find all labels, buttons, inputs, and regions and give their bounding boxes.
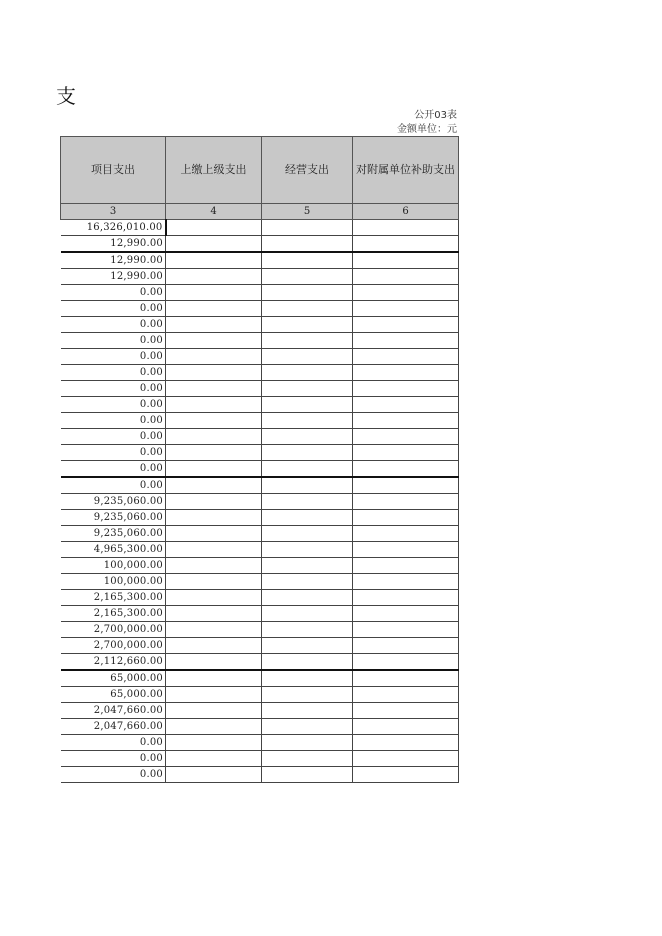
remit-to-superior-cell xyxy=(166,622,262,638)
operating-expenditure-cell xyxy=(262,269,353,285)
subsidy-to-affiliates-cell xyxy=(353,333,459,349)
remit-to-superior-cell xyxy=(166,220,262,236)
remit-to-superior-cell xyxy=(166,558,262,574)
subsidy-to-affiliates-cell xyxy=(353,252,459,269)
operating-expenditure-cell xyxy=(262,397,353,413)
subsidy-to-affiliates-cell xyxy=(353,735,459,751)
table-row xyxy=(61,349,459,365)
remit-to-superior-cell xyxy=(166,477,262,494)
project-expenditure-amount: 2,700,000.00 xyxy=(61,622,166,638)
operating-expenditure-cell xyxy=(262,558,353,574)
remit-to-superior-cell xyxy=(166,590,262,606)
remit-to-superior-cell xyxy=(166,767,262,783)
operating-expenditure-cell xyxy=(262,638,353,654)
table-row xyxy=(61,670,459,687)
project-expenditure-amount: 0.00 xyxy=(61,285,166,301)
project-expenditure-amount: 0.00 xyxy=(61,445,166,461)
subsidy-to-affiliates-cell xyxy=(353,220,459,236)
header-operating-expenditure: 经营支出 xyxy=(262,137,353,204)
subsidy-to-affiliates-cell xyxy=(353,526,459,542)
project-expenditure-amount: 100,000.00 xyxy=(61,558,166,574)
remit-to-superior-cell xyxy=(166,317,262,333)
operating-expenditure-cell xyxy=(262,687,353,703)
table-row xyxy=(61,429,459,445)
subsidy-to-affiliates-cell xyxy=(353,301,459,317)
remit-to-superior-cell xyxy=(166,510,262,526)
header-row xyxy=(61,137,459,204)
operating-expenditure-cell xyxy=(262,301,353,317)
table-row xyxy=(61,510,459,526)
table-row xyxy=(61,397,459,413)
column-number: 3 xyxy=(61,204,166,220)
operating-expenditure-cell xyxy=(262,654,353,671)
remit-to-superior-cell xyxy=(166,719,262,735)
subsidy-to-affiliates-cell xyxy=(353,461,459,478)
table-row xyxy=(61,333,459,349)
remit-to-superior-cell xyxy=(166,365,262,381)
project-expenditure-amount: 12,990.00 xyxy=(61,252,166,269)
project-expenditure-amount: 0.00 xyxy=(61,767,166,783)
expenditure-table xyxy=(60,136,459,783)
remit-to-superior-cell xyxy=(166,606,262,622)
operating-expenditure-cell xyxy=(262,590,353,606)
operating-expenditure-cell xyxy=(262,429,353,445)
column-number: 6 xyxy=(353,204,459,220)
operating-expenditure-cell xyxy=(262,703,353,719)
table-row xyxy=(61,236,459,253)
column-number: 4 xyxy=(166,204,262,220)
subsidy-to-affiliates-cell xyxy=(353,558,459,574)
table-row xyxy=(61,719,459,735)
operating-expenditure-cell xyxy=(262,606,353,622)
subsidy-to-affiliates-cell xyxy=(353,622,459,638)
subsidy-to-affiliates-cell xyxy=(353,510,459,526)
project-expenditure-amount: 2,165,300.00 xyxy=(61,590,166,606)
operating-expenditure-cell xyxy=(262,477,353,494)
operating-expenditure-cell xyxy=(262,670,353,687)
subsidy-to-affiliates-cell xyxy=(353,445,459,461)
project-expenditure-amount: 0.00 xyxy=(61,349,166,365)
operating-expenditure-cell xyxy=(262,510,353,526)
form-code: 公开03表 xyxy=(414,110,457,121)
operating-expenditure-cell xyxy=(262,317,353,333)
remit-to-superior-cell xyxy=(166,413,262,429)
table-row xyxy=(61,767,459,783)
remit-to-superior-cell xyxy=(166,574,262,590)
project-expenditure-amount: 0.00 xyxy=(61,429,166,445)
remit-to-superior-cell xyxy=(166,494,262,510)
report-title-fragment: 支 xyxy=(56,84,76,108)
table-row xyxy=(61,542,459,558)
operating-expenditure-cell xyxy=(262,526,353,542)
project-expenditure-amount: 12,990.00 xyxy=(61,236,166,253)
project-expenditure-amount: 0.00 xyxy=(61,381,166,397)
subsidy-to-affiliates-cell xyxy=(353,494,459,510)
remit-to-superior-cell xyxy=(166,397,262,413)
subsidy-to-affiliates-cell xyxy=(353,767,459,783)
remit-to-superior-cell xyxy=(166,735,262,751)
remit-to-superior-cell xyxy=(166,429,262,445)
subsidy-to-affiliates-cell xyxy=(353,349,459,365)
project-expenditure-amount: 0.00 xyxy=(61,317,166,333)
project-expenditure-amount: 2,047,660.00 xyxy=(61,703,166,719)
subsidy-to-affiliates-cell xyxy=(353,542,459,558)
operating-expenditure-cell xyxy=(262,461,353,478)
operating-expenditure-cell xyxy=(262,285,353,301)
table-row xyxy=(61,381,459,397)
subsidy-to-affiliates-cell xyxy=(353,381,459,397)
table-row xyxy=(61,590,459,606)
subsidy-to-affiliates-cell xyxy=(353,236,459,253)
project-expenditure-amount: 4,965,300.00 xyxy=(61,542,166,558)
operating-expenditure-cell xyxy=(262,622,353,638)
subsidy-to-affiliates-cell xyxy=(353,317,459,333)
project-expenditure-amount: 12,990.00 xyxy=(61,269,166,285)
operating-expenditure-cell xyxy=(262,220,353,236)
operating-expenditure-cell xyxy=(262,767,353,783)
operating-expenditure-cell xyxy=(262,349,353,365)
subsidy-to-affiliates-cell xyxy=(353,477,459,494)
project-expenditure-amount: 9,235,060.00 xyxy=(61,510,166,526)
project-expenditure-amount: 0.00 xyxy=(61,735,166,751)
subsidy-to-affiliates-cell xyxy=(353,719,459,735)
subsidy-to-affiliates-cell xyxy=(353,654,459,671)
operating-expenditure-cell xyxy=(262,719,353,735)
table-row xyxy=(61,220,459,236)
project-expenditure-amount: 2,047,660.00 xyxy=(61,719,166,735)
subsidy-to-affiliates-cell xyxy=(353,269,459,285)
table-row xyxy=(61,252,459,269)
table-row xyxy=(61,365,459,381)
remit-to-superior-cell xyxy=(166,687,262,703)
project-expenditure-amount: 0.00 xyxy=(61,333,166,349)
table-body xyxy=(61,220,459,783)
subsidy-to-affiliates-cell xyxy=(353,574,459,590)
subsidy-to-affiliates-cell xyxy=(353,429,459,445)
subsidy-to-affiliates-cell xyxy=(353,751,459,767)
operating-expenditure-cell xyxy=(262,735,353,751)
table-row xyxy=(61,574,459,590)
table-row xyxy=(61,735,459,751)
remit-to-superior-cell xyxy=(166,333,262,349)
table-row xyxy=(61,494,459,510)
operating-expenditure-cell xyxy=(262,252,353,269)
table-row xyxy=(61,461,459,478)
operating-expenditure-cell xyxy=(262,445,353,461)
remit-to-superior-cell xyxy=(166,236,262,253)
project-expenditure-amount: 0.00 xyxy=(61,397,166,413)
project-expenditure-amount: 0.00 xyxy=(61,461,166,478)
project-expenditure-amount: 9,235,060.00 xyxy=(61,494,166,510)
project-expenditure-amount: 2,112,660.00 xyxy=(61,654,166,671)
operating-expenditure-cell xyxy=(262,381,353,397)
table-row xyxy=(61,301,459,317)
project-expenditure-amount: 0.00 xyxy=(61,477,166,494)
remit-to-superior-cell xyxy=(166,349,262,365)
operating-expenditure-cell xyxy=(262,333,353,349)
header-project-expenditure: 项目支出 xyxy=(61,137,166,204)
table-row xyxy=(61,285,459,301)
table-row xyxy=(61,622,459,638)
subsidy-to-affiliates-cell xyxy=(353,590,459,606)
column-number: 5 xyxy=(262,204,353,220)
subsidy-to-affiliates-cell xyxy=(353,606,459,622)
table-row xyxy=(61,445,459,461)
subsidy-to-affiliates-cell xyxy=(353,703,459,719)
table-row xyxy=(61,269,459,285)
subsidy-to-affiliates-cell xyxy=(353,687,459,703)
remit-to-superior-cell xyxy=(166,638,262,654)
remit-to-superior-cell xyxy=(166,285,262,301)
unit-label: 金额单位：元 xyxy=(397,124,457,135)
remit-to-superior-cell xyxy=(166,751,262,767)
operating-expenditure-cell xyxy=(262,574,353,590)
project-expenditure-amount: 0.00 xyxy=(61,301,166,317)
table-row xyxy=(61,638,459,654)
subsidy-to-affiliates-cell xyxy=(353,638,459,654)
table-row xyxy=(61,413,459,429)
remit-to-superior-cell xyxy=(166,461,262,478)
table-row xyxy=(61,526,459,542)
table-row xyxy=(61,606,459,622)
project-expenditure-amount: 0.00 xyxy=(61,751,166,767)
remit-to-superior-cell xyxy=(166,542,262,558)
table-row xyxy=(61,477,459,494)
remit-to-superior-cell xyxy=(166,269,262,285)
project-expenditure-amount: 100,000.00 xyxy=(61,574,166,590)
project-expenditure-amount: 2,700,000.00 xyxy=(61,638,166,654)
table-row xyxy=(61,317,459,333)
subsidy-to-affiliates-cell xyxy=(353,397,459,413)
remit-to-superior-cell xyxy=(166,301,262,317)
operating-expenditure-cell xyxy=(262,365,353,381)
project-expenditure-amount: 9,235,060.00 xyxy=(61,526,166,542)
remit-to-superior-cell xyxy=(166,526,262,542)
project-expenditure-amount: 65,000.00 xyxy=(61,687,166,703)
remit-to-superior-cell xyxy=(166,654,262,671)
subsidy-to-affiliates-cell xyxy=(353,285,459,301)
subsidy-to-affiliates-cell xyxy=(353,365,459,381)
header-remit-to-superior: 上缴上级支出 xyxy=(166,137,262,204)
remit-to-superior-cell xyxy=(166,381,262,397)
operating-expenditure-cell xyxy=(262,413,353,429)
project-expenditure-amount: 65,000.00 xyxy=(61,670,166,687)
column-number-row xyxy=(61,204,459,220)
remit-to-superior-cell xyxy=(166,445,262,461)
operating-expenditure-cell xyxy=(262,751,353,767)
table-row xyxy=(61,654,459,671)
operating-expenditure-cell xyxy=(262,494,353,510)
table-row xyxy=(61,751,459,767)
table-row xyxy=(61,687,459,703)
remit-to-superior-cell xyxy=(166,670,262,687)
table-row xyxy=(61,703,459,719)
header-subsidy-to-affiliates: 对附属单位补助支出 xyxy=(353,137,459,204)
operating-expenditure-cell xyxy=(262,542,353,558)
table-row xyxy=(61,558,459,574)
remit-to-superior-cell xyxy=(166,252,262,269)
operating-expenditure-cell xyxy=(262,236,353,253)
project-expenditure-amount: 0.00 xyxy=(61,365,166,381)
subsidy-to-affiliates-cell xyxy=(353,413,459,429)
project-expenditure-amount: 2,165,300.00 xyxy=(61,606,166,622)
project-expenditure-amount: 16,326,010.00 xyxy=(61,220,166,236)
subsidy-to-affiliates-cell xyxy=(353,670,459,687)
remit-to-superior-cell xyxy=(166,703,262,719)
project-expenditure-amount: 0.00 xyxy=(61,413,166,429)
